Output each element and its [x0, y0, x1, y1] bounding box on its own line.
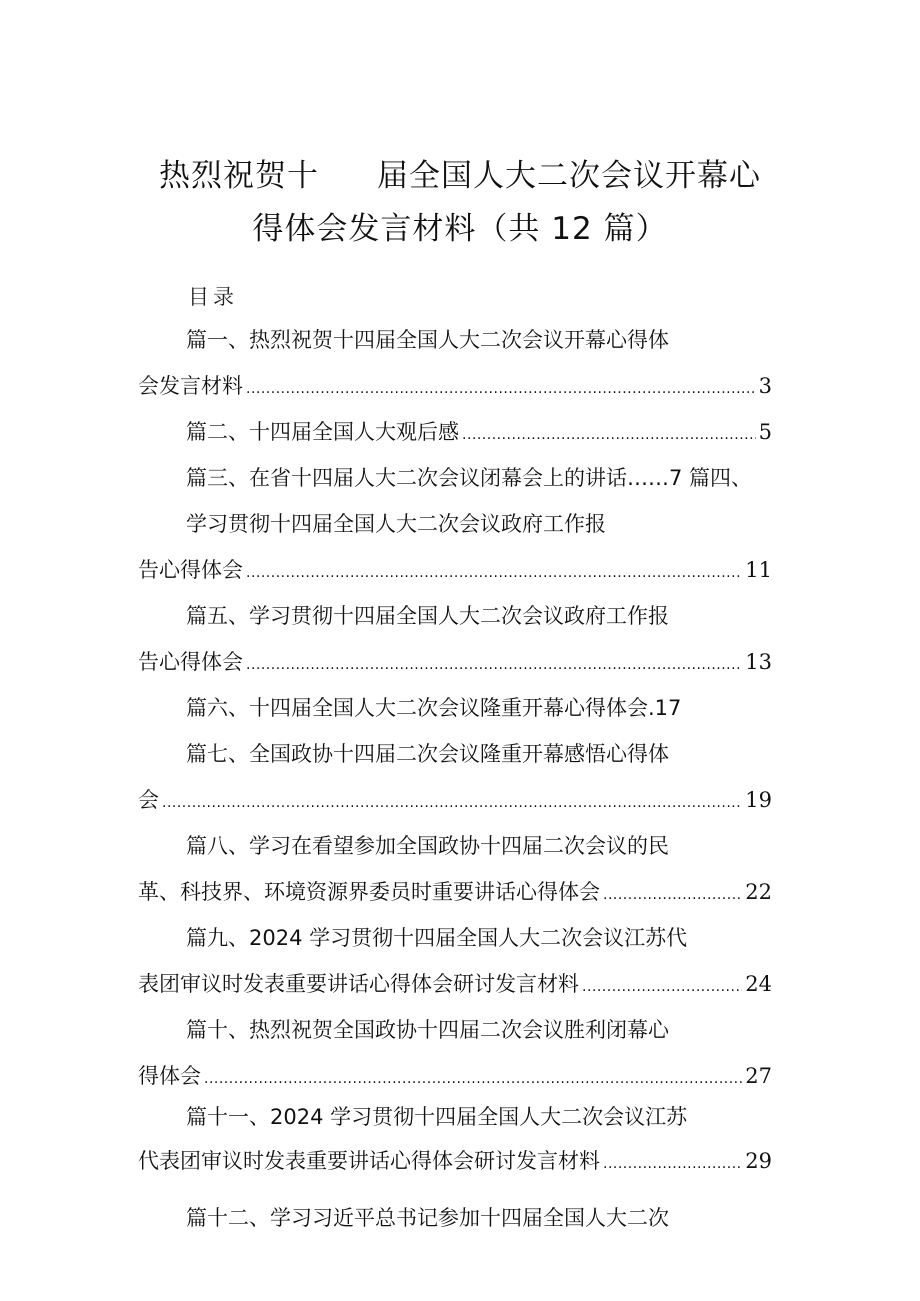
- toc-page-number: 11: [745, 558, 772, 582]
- dot-leader: [246, 375, 756, 403]
- toc-page-number: 24: [745, 972, 772, 996]
- toc-entry-11-line-1: 篇十一、2024 学习贯彻十四届全国人大二次会议江苏: [186, 1105, 688, 1129]
- dot-leader: [246, 559, 742, 587]
- toc-entry-2-line-1: [186, 418, 772, 449]
- toc-entry-8-line-1: 篇八、学习在看望参加全国政协十四届二次会议的民: [186, 834, 669, 858]
- toc-entry-text: 会: [138, 788, 159, 812]
- dot-leader: [603, 1150, 742, 1178]
- toc-page-number: 13: [745, 650, 772, 674]
- document-title-line-2: 得体会发言材料（共 12 篇）: [252, 211, 668, 247]
- toc-page-number: 29: [745, 1149, 772, 1173]
- toc-entry-1-line-2: [138, 372, 772, 403]
- toc-entry-7-line-2: [138, 786, 772, 817]
- toc-entry-text: 表团审议时发表重要讲话心得体会研讨发言材料: [138, 972, 579, 996]
- toc-entry-9-line-1: 篇九、2024 学习贯彻十四届全国人大二次会议江苏代: [186, 926, 688, 950]
- toc-heading: 目录: [188, 285, 238, 309]
- toc-entry-text: 告心得体会: [138, 650, 243, 674]
- toc-entry-8-line-2: [138, 878, 772, 909]
- toc-entry-11-line-2: [138, 1147, 772, 1178]
- toc-entry-text: 得体会: [138, 1064, 201, 1088]
- toc-entry-5-line-2: [138, 648, 772, 679]
- dot-leader: [462, 421, 756, 449]
- dot-leader: [603, 881, 742, 909]
- toc-entry-6-line-1: 篇六、十四届全国人大二次会议隆重开幕心得体会.17: [186, 696, 682, 720]
- toc-entry-12-line-1: 篇十二、学习习近平总书记参加十四届全国人大二次: [186, 1206, 669, 1230]
- toc-entry-1-line-1: 篇一、热烈祝贺十四届全国人大二次会议开幕心得体: [186, 328, 669, 352]
- dot-leader: [204, 1065, 742, 1093]
- toc-entry-9-line-2: [138, 970, 772, 1001]
- toc-page-number: 19: [745, 788, 772, 812]
- toc-page-number: 27: [745, 1064, 772, 1088]
- toc-entry-10-line-2: [138, 1062, 772, 1093]
- toc-page-number: 22: [745, 880, 772, 904]
- toc-entry-10-line-1: 篇十、热烈祝贺全国政协十四届二次会议胜利闭幕心: [186, 1018, 669, 1042]
- toc-page-number: 5: [758, 420, 772, 444]
- toc-entry-text: 告心得体会: [138, 558, 243, 582]
- toc-entry-5-line-1: 篇五、学习贯彻十四届全国人大二次会议政府工作报: [186, 604, 669, 628]
- document-title-line-1: [0, 150, 920, 195]
- toc-entry-text: 革、科技界、环境资源界委员时重要讲话心得体会: [138, 880, 600, 904]
- toc-entry-3-line-1: 篇三、在省十四届人大二次会议闭幕会上的讲话……7 篇四、: [186, 466, 753, 490]
- title-part-b: 届全国人大二次会议开幕心: [377, 158, 761, 194]
- dot-leader: [582, 973, 742, 1001]
- toc-entry-text: 会发言材料: [138, 374, 243, 398]
- title-part-a: 热烈祝贺十: [159, 158, 319, 194]
- toc-entry-text: 代表团审议时发表重要讲话心得体会研讨发言材料: [138, 1149, 600, 1173]
- toc-entry-text: 篇二、十四届全国人大观后感: [186, 420, 459, 444]
- toc-page-number: 3: [758, 374, 772, 398]
- toc-entry-4-line-2: 学习贯彻十四届全国人大二次会议政府工作报: [186, 512, 606, 536]
- dot-leader: [162, 789, 742, 817]
- dot-leader: [246, 651, 742, 679]
- toc-entry-4-line-3: [138, 556, 772, 587]
- toc-entry-7-line-1: 篇七、全国政协十四届二次会议隆重开幕感悟心得体: [186, 742, 669, 766]
